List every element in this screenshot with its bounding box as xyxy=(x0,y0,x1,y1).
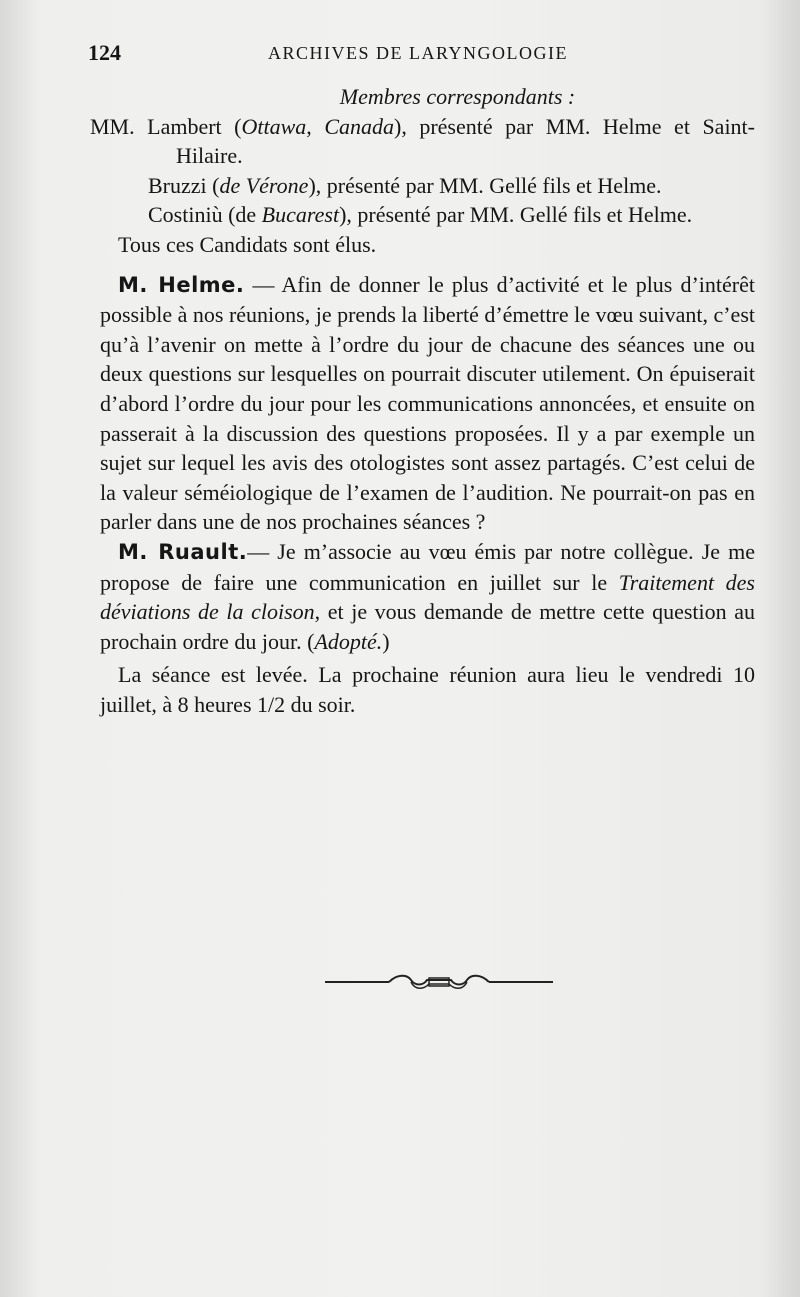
closing-statement: La séance est levée. La prochaine réunion aura lieu le vendredi 10 juillet, à 8 heures 1/2 du soir. xyxy=(100,662,755,717)
member-entry xyxy=(90,112,755,171)
member-place2: Canada xyxy=(324,113,394,139)
member-sep: , xyxy=(306,113,325,139)
member-prefix: Bruzzi ( xyxy=(148,172,220,198)
speaker-helme: M. Helme. xyxy=(118,272,245,297)
member-place: de Vérone xyxy=(219,172,309,198)
ruault-statement xyxy=(100,537,755,656)
elected-statement: Tous ces Candidats sont élus. xyxy=(118,231,377,257)
communication-title: Traitement des déviations de la cloison xyxy=(100,569,755,625)
member-entry xyxy=(100,200,755,230)
member-suffix: ), présenté par MM. Gellé fils et Helme. xyxy=(308,172,662,198)
running-head: ARCHIVES DE LARYNGOLOGIE xyxy=(268,43,568,63)
ornament-divider xyxy=(325,970,553,994)
helme-text: — Afin de donner le plus d’activité et le plus d’intérêt possible à nos réunions, je prends la liberté d’émettre le vœu suivant, c’est qu’à l’avenir on mette à l’ordre du jour de chacune des séances une ou deux questions sur lesquelles on pourrait discuter utilement. On épuiserait d’abord l’ordre du jour pour les communications annoncées, et ensuite on passerait à la discussion des questions proposées. Il y a par exemple un sujet sur lequel les avis des otologistes sont assez partagés. C’est celui de la valeur séméiologique de l’examen de l’audition. Ne pourrait-on pas en parler dans une de nos prochaines séances ? xyxy=(100,271,755,535)
speaker-ruault: M. Ruault. xyxy=(118,539,248,564)
member-prefix: Costiniù (de xyxy=(148,202,262,228)
member-suffix: ), présenté par MM. Gellé fils et Helme. xyxy=(339,202,693,228)
subheading: Membres correspondants : xyxy=(339,84,576,109)
member-place: Bucarest xyxy=(261,202,340,228)
body-text xyxy=(90,82,755,719)
page-number: 124 xyxy=(88,40,121,65)
member-prefix: MM. Lambert ( xyxy=(90,113,242,139)
ruault-text-3: ) xyxy=(382,628,390,654)
member-place: Ottawa xyxy=(241,113,307,139)
adopted-note: Adopté. xyxy=(314,628,383,654)
member-suffix: ), présenté par MM. Helme et Saint-Hilaire. xyxy=(176,113,755,169)
ruault-text-2: , et je vous demande de mettre cette question au prochain ordre du jour. ( xyxy=(100,599,755,654)
helme-statement xyxy=(100,270,755,537)
ruault-text-1: — Je m’associe au vœu émis par notre collègue. Je me propose de faire une communication en juillet sur le xyxy=(100,538,755,595)
member-entry xyxy=(100,171,755,201)
page-header xyxy=(88,40,788,76)
